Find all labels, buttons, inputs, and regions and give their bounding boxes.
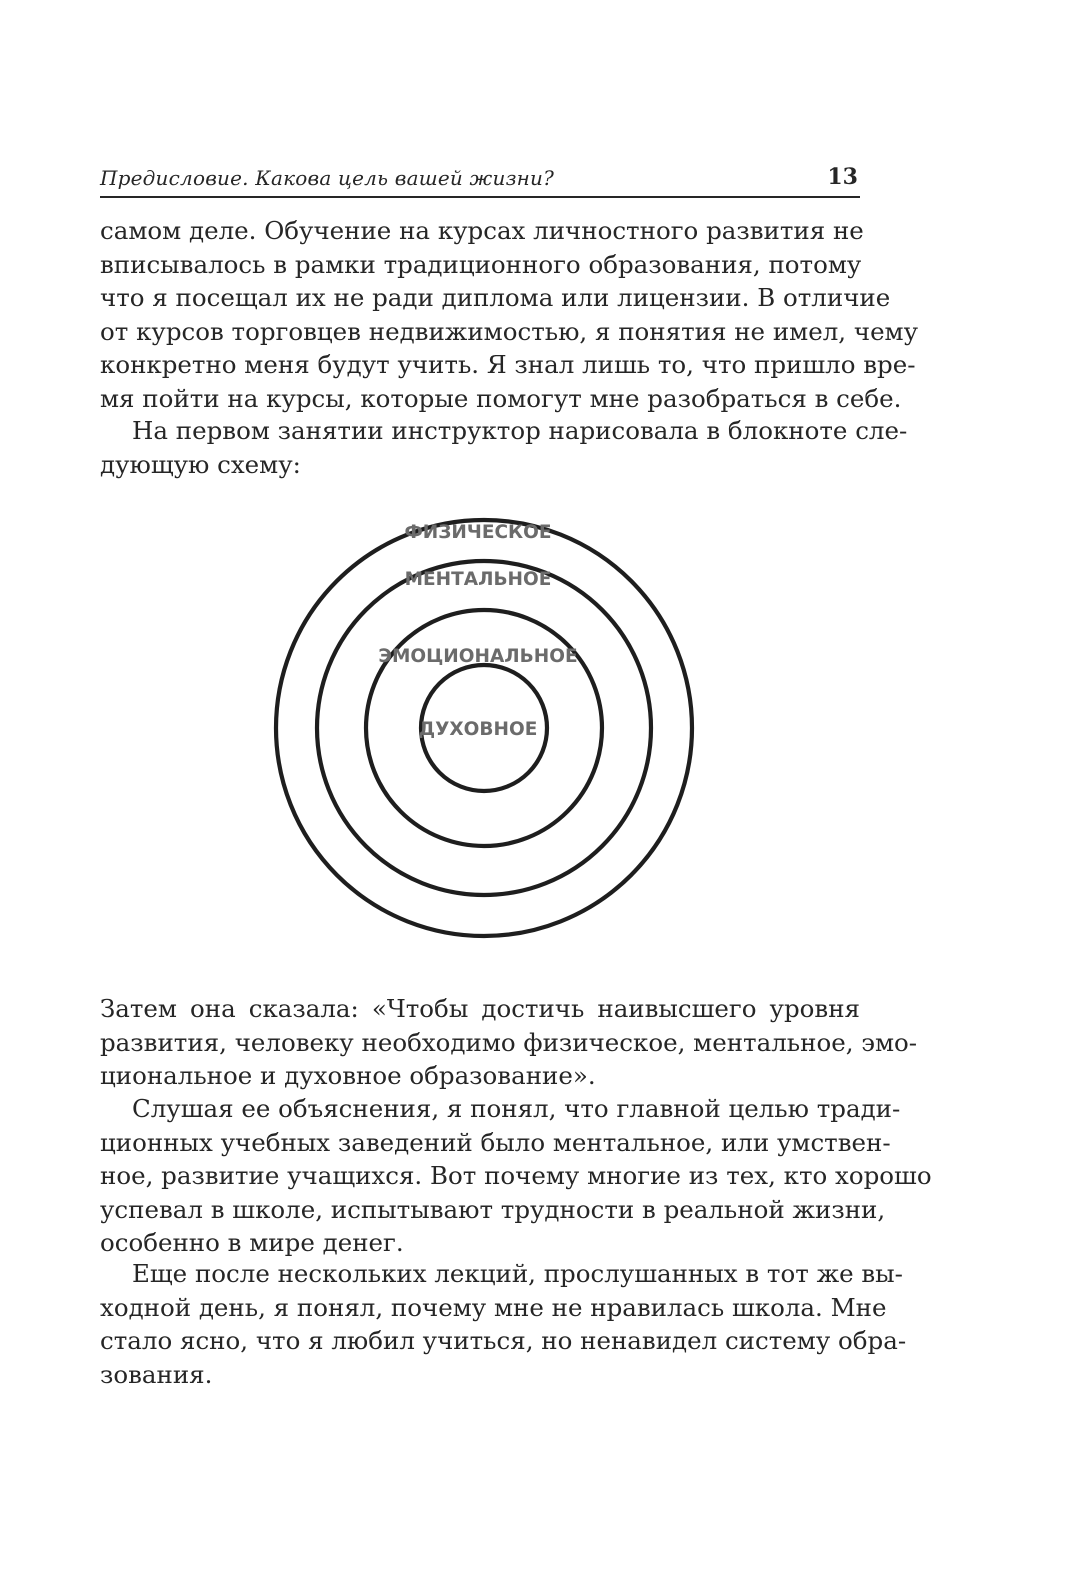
text-line: вписывалось в рамки традиционного образования, потому bbox=[100, 249, 862, 279]
text-line: дующую схему: bbox=[100, 449, 301, 479]
paragraph-5 bbox=[100, 1257, 907, 1391]
text-line: самом деле. Обучение на курсах личностного развития не bbox=[100, 216, 864, 245]
text-line: конкретно меня будут учить. Я знал лишь то, что пришло вре- bbox=[100, 350, 916, 379]
text-line: Слушая ее объяснения, я понял, что главной целью тради- bbox=[132, 1094, 901, 1123]
text-line: стало ясно, что я любил учиться, но ненавидел систему обра- bbox=[100, 1326, 907, 1355]
running-head bbox=[100, 164, 860, 198]
paragraph-3 bbox=[100, 992, 918, 1093]
text-line: Еще после нескольких лекций, прослушанных в тот же вы- bbox=[132, 1259, 903, 1288]
text-line: ционных учебных заведений было ментальное, или умствен- bbox=[100, 1127, 891, 1157]
text-line: успевал в школе, испытывают трудности в реальной жизни, bbox=[100, 1194, 886, 1224]
paragraph-2 bbox=[100, 414, 908, 481]
label-mental: МЕНТАЛЬНОЕ bbox=[404, 569, 552, 590]
concentric-circles-diagram bbox=[254, 498, 714, 958]
label-spiritual: ДУХОВНОЕ bbox=[418, 719, 538, 740]
text-line: циональное и духовное образование». bbox=[100, 1061, 596, 1090]
text-line: зования. bbox=[100, 1359, 213, 1389]
paragraph-4 bbox=[100, 1092, 932, 1260]
running-title: Предисловие. Какова цель вашей жизни? bbox=[100, 166, 555, 190]
text-line: от курсов торговцев недвижимостью, я понятия не имел, чему bbox=[100, 316, 919, 346]
page-number: 13 bbox=[827, 164, 858, 190]
text-line: развития, человеку необходимо физическое, ментальное, эмо- bbox=[100, 1027, 918, 1057]
text-line: что я посещал их не ради диплома или лицензии. В отличие bbox=[100, 283, 891, 312]
text-line: ное, развитие учащихся. Вот почему многие из тех, кто хорошо bbox=[100, 1161, 932, 1190]
text-line: особенно в мире денег. bbox=[100, 1228, 404, 1257]
label-emotional: ЭМОЦИОНАЛЬНОЕ bbox=[378, 646, 578, 667]
text-line: Затем она сказала: «Чтобы достичь наивысшего уровня bbox=[100, 994, 860, 1023]
text-line: ходной день, я понял, почему мне не нравилась школа. Мне bbox=[100, 1292, 887, 1322]
text-line: На первом занятии инструктор нарисовала в блокноте сле- bbox=[132, 416, 908, 445]
paragraph-1 bbox=[100, 214, 919, 415]
diagram-svg bbox=[254, 498, 714, 958]
text-line: мя пойти на курсы, которые помогут мне разобраться в себе. bbox=[100, 383, 902, 413]
label-physical: ФИЗИЧЕСКОЕ bbox=[404, 522, 552, 543]
